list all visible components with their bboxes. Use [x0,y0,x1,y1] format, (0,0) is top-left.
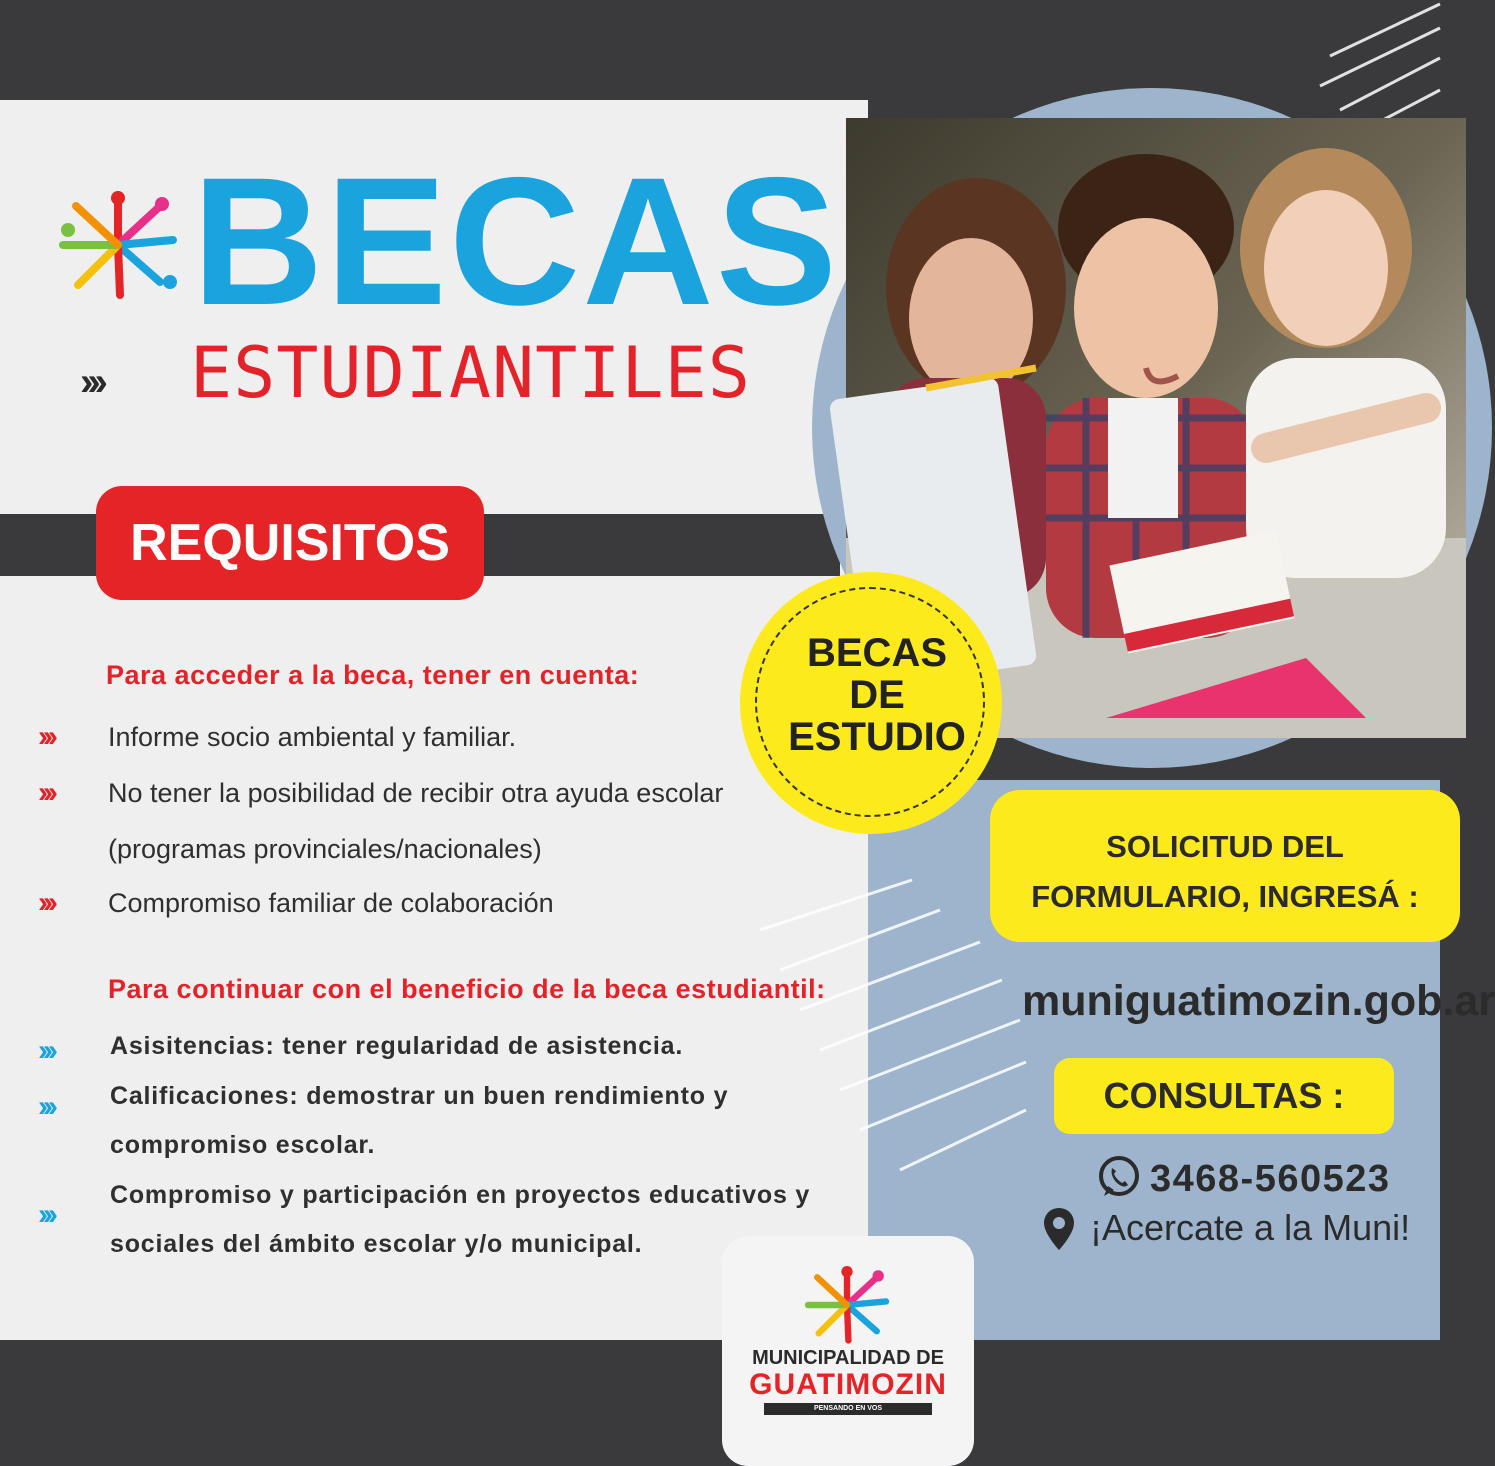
form-request-text [1000,822,1450,921]
chevron-arrows-icon: ››› [38,776,53,809]
sticker-line: DE [849,673,905,717]
chevron-arrows-icon: ››› [38,1090,53,1123]
form-line: FORMULARIO, INGRESÁ : [1031,878,1419,914]
website-link[interactable]: muniguatimozin.gob.ar [1022,977,1495,1025]
sticker-text [740,632,1014,758]
phone-number[interactable]: 3468-560523 [1150,1158,1391,1200]
list-item-continued: compromiso escolar. [110,1131,376,1159]
people-star-logo-icon [804,1266,890,1344]
bottom-bar [0,1340,1440,1440]
sticker-line: ESTUDIO [788,715,966,759]
chevron-arrows-icon: ››› [38,886,53,919]
logo-tagline: PENSANDO EN VOS [813,1405,883,1412]
form-line: SOLICITUD DEL [1106,829,1344,864]
people-star-logo-icon [58,190,178,300]
consultas-box [1054,1058,1394,1134]
sticker-line: BECAS [806,631,948,675]
list-item-continued: (programas provinciales/nacionales) [108,834,542,864]
list-item: No tener la posibilidad de recibir otra ayuda escolar [108,778,724,808]
title-estudiantiles: ESTUDIANTILES [190,332,751,414]
chevron-arrows-icon: ››› [38,720,53,753]
logo-tagline-bar [764,1403,932,1415]
requirements-label: REQUISITOS [130,514,450,572]
title-becas: BECAS [192,139,840,343]
logo-text-guatimozin: GUATIMOZIN [749,1368,947,1401]
list-item: Asisitencias: tener regularidad de asistencia. [110,1032,684,1060]
list-item: Compromiso familiar de colaboración [108,888,554,918]
list-item: Calificaciones: demostrar un buen rendimiento y [110,1082,729,1110]
location-pin-icon [1044,1208,1074,1250]
list-item: Informe socio ambiental y familiar. [108,722,517,752]
list-item: Compromiso y participación en proyectos educativos y [110,1181,811,1209]
access-heading: Para acceder a la beca, tener en cuenta: [106,660,640,690]
consultas-label: CONSULTAS : [1103,1075,1345,1116]
chevron-arrows-icon: ››› [38,1034,53,1067]
chevron-arrows-icon: ››› [80,360,102,404]
chevron-arrows-icon: ››› [38,1198,53,1231]
visit-text: ¡Acercate a la Muni! [1090,1207,1411,1248]
requirements-badge [96,486,484,600]
continue-heading: Para continuar con el beneficio de la beca estudiantil: [108,974,826,1004]
whatsapp-icon [1096,1154,1142,1200]
logo-text-municipalidad: MUNICIPALIDAD DE [752,1347,944,1369]
list-item-continued: sociales del ámbito escolar y/o municipal. [110,1230,643,1258]
